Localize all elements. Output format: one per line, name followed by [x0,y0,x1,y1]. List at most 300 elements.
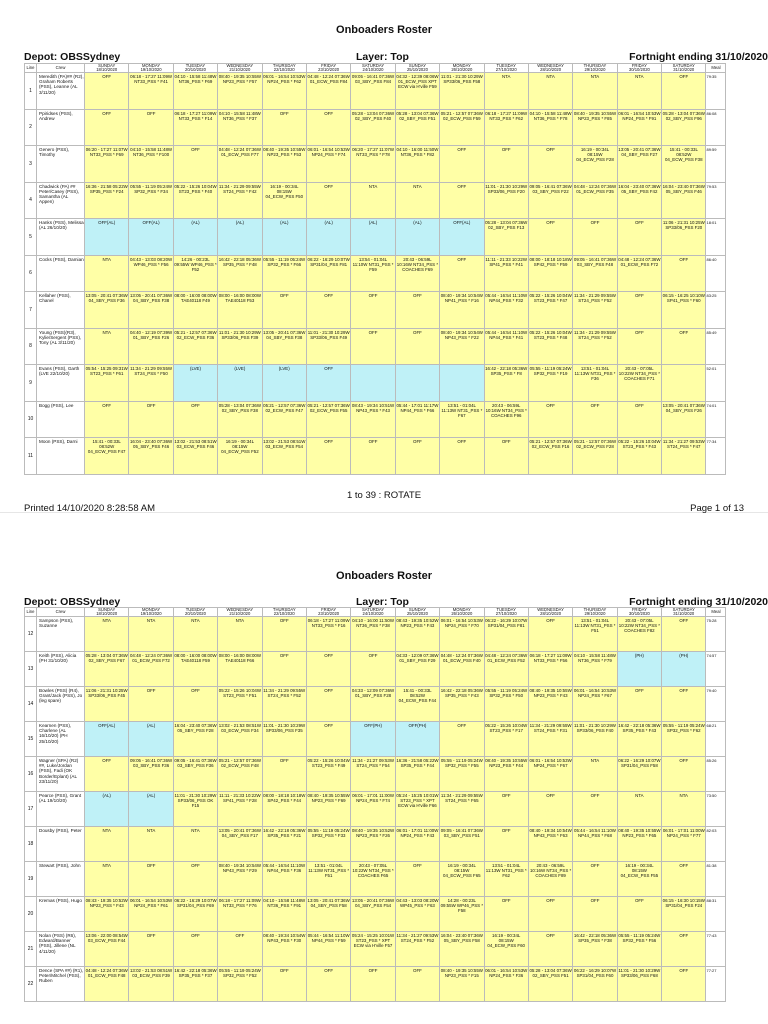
roster-row [25,967,726,1002]
shift-cell: 09:05 - 16:41 07:36W 03_SBY_PSS F84 [351,73,395,110]
meal-total: 88:31 [706,897,726,932]
shift-cell: 16:42 - 22:18 05:36W SP35_PSS * F8 [484,365,528,402]
day-name: SUNDAY [98,63,116,68]
day-name: WEDNESDAY [226,607,254,612]
shift-cell: OFF [662,255,706,292]
line-number: 14 [25,687,37,722]
shift-cell: 16:42 - 22:18 05:36W SP35_PSS * F43 [617,722,661,757]
shift-cell: OFF [351,652,395,687]
shift-cell: 11:34 - 21:27 09:53W ST24_PSS * F54 [351,757,395,792]
shift-cell: OFF [173,401,217,438]
day-header [440,64,484,73]
shift-cell: 11:01 - 21:30 10:29W SP33/06_PSS F40 [573,722,617,757]
meal-total: 77:43 [706,932,726,967]
shift-cell: 11:34 - 21:29 09:55W ST24_PSS * F52 [573,292,617,329]
shift-cell: OFF [129,687,173,722]
shift-cell [351,365,395,402]
day-date: 20/10/2020 [184,67,206,72]
day-date: 30/10/2020 [628,67,650,72]
shift-cell: (PH) [662,652,706,687]
shift-cell: 16:19 - 00:34L 08:15W 04_ECW_PSS F28 [573,146,617,183]
shift-cell: 11:34 - 21:29 09:55W ST24_PSS * F50 [129,365,173,402]
shift-cell: 06:22 - 16:29 10:07W SP31/04_PSS F58 [617,757,661,792]
day-header [395,608,439,617]
shift-cell: 06:01 - 16:54 10:53W NP24_PSS * F91 [617,109,661,146]
shift-cell: OFF [85,401,129,438]
shift-cell: 04:33 - 12:09 07:36W 01_SBY_PSS F28 [351,687,395,722]
shift-cell: OFF(AL) [85,722,129,757]
roster-row [25,617,726,652]
shift-cell: 05:21 - 12:57 07:36W 02_ECW_PSS F48 [218,757,262,792]
roster-table [24,607,726,1002]
shift-cell: 16:19 - 00:34L 08:15W 04_ECW_PSS F55 [617,862,661,897]
shift-cell: OFF [440,438,484,475]
shift-cell: 05:44 - 16:54 11:10W NP44_PSS * F36 [262,862,306,897]
shift-cell: 04:10 - 15:58 11:48W NT36_PSS * F37 [218,109,262,146]
shift-cell: 04:43 - 13:03 08:20W WP45_PSS * F63 [395,897,439,932]
shift-cell: 04:10 - 15:58 11:48W NT36_PSS * F79 [573,652,617,687]
meal-total: 82:03 [706,827,726,862]
shift-cell: 08:00 - 18:18 10:18W SP42_PSS * F59 [528,255,572,292]
shift-cell: 04:48 - 12:24 07:36W 01_ECW_PSS F72 [617,255,661,292]
crew-header: Crew [37,608,85,617]
day-name: THURSDAY [272,63,296,68]
shift-cell: 08:43 - 19:35 10:52W NP23_PSS * F43 [395,617,439,652]
shift-cell: OFF [573,792,617,827]
shift-cell: 05:55 - 11:19 05:24W SP32_PSS * F66 [262,255,306,292]
shift-cell: OFF [129,401,173,438]
shift-cell: 05:44 - 16:54 11:10W NP44_PSS * F32 [484,292,528,329]
page-title: Onboaders Roster [336,570,432,582]
day-name: MONDAY [452,63,471,68]
shift-cell: 06:20 - 17:27 11:07W NT33_PSS * F78 [351,146,395,183]
shift-cell: NTA [85,617,129,652]
shift-cell: OFF [662,617,706,652]
shift-cell: 16:42 - 22:18 05:36W SP35_PSS * F21 [262,827,306,862]
shift-cell: NTA [173,827,217,862]
day-name: SATURDAY [361,63,385,68]
shift-cell: OFF [306,722,350,757]
shift-cell: 05:44 - 16:54 11:10W NP44_PSS * F68 [573,827,617,862]
shift-cell: 06:22 - 16:29 10:07W SP31/04_PSS F81 [484,617,528,652]
shift-cell: 11:01 - 21:30 10:29W SP33/06_PSS F39 [218,328,262,365]
shift-cell: 08:43 - 19:34 10:51W NP43_PSS * F43 [351,401,395,438]
shift-cell: 05:22 - 15:26 10:04W ST23_PSS * F17 [484,722,528,757]
shift-cell: OFF [617,219,661,256]
line-number: 18 [25,827,37,862]
day-name: FRIDAY [631,63,647,68]
shift-cell: 05:44 - 16:54 11:10W NP44_PSS * F41 [484,328,528,365]
shift-cell: NTA [395,182,439,219]
shift-cell: 08:40 - 19:35 10:55W NP23_PSS * F85 [573,109,617,146]
shift-cell: 05:54 - 15:25 09:31W ST23_PSS * F61 [85,365,129,402]
shift-cell: 05:22 - 15:26 10:04W ST23_PSS * F40 [173,182,217,219]
day-header [129,64,173,73]
shift-cell: 13:05 - 20:41 07:36W 04_SBY_PSS F38 [262,328,306,365]
shift-cell: OFF [351,438,395,475]
shift-cell: 11:34 - 21:27 09:53W ST24_PSS * F47 [662,438,706,475]
day-date: 22/10/2020 [273,611,295,616]
shift-cell: OFF [484,438,528,475]
shift-cell: 06:18 - 17:27 11:09W NT33_PSS * F14 [173,109,217,146]
day-date: 31/10/2020 [673,611,695,616]
roster-row [25,182,726,219]
shift-cell: 11:01 - 21:30 10:29W SP33/06_PSS OK F15 [173,792,217,827]
shift-cell: OFF [218,932,262,967]
shift-cell: 11:34 - 21:27 09:53W ST24_PSS * F52 [395,932,439,967]
day-date: 31/10/2020 [673,67,695,72]
day-header [218,64,262,73]
crew-name: Nolan (PSS) (R6), Edward/Banner (PSS), Jillene (NL 4/11/20) [37,932,85,967]
shift-cell: OFF [440,146,484,183]
roster-row [25,219,726,256]
shift-cell: 09:05 - 16:41 07:36W 03_SBY_PSS F36 [173,757,217,792]
day-name: FRIDAY [631,607,647,612]
shift-cell: OFF [85,757,129,792]
shift-cell: OFF [306,292,350,329]
meal-total: 79:35 [706,73,726,110]
line-number: 13 [25,652,37,687]
day-header [395,64,439,73]
shift-cell: 06:20 - 17:27 11:07W NT33_PSS * F69 [85,146,129,183]
meal-total: 89:59 [706,146,726,183]
crew-name: Dousby (PSS), Peter [37,827,85,862]
shift-cell: 11:01 - 21:30 10:29W SP33/06_PSS F35 [262,722,306,757]
shift-cell: 06:01 - 16:54 10:53W NP24_PSS * F67 [573,687,617,722]
day-header [484,64,528,73]
shift-cell: (AL) [351,219,395,256]
shift-cell: OFF [662,932,706,967]
line-number: 17 [25,792,37,827]
shift-cell: 06:22 - 16:29 10:07W SP31/04_PSS F69 [173,897,217,932]
day-date: 19/10/2020 [140,611,162,616]
shift-cell: OFF [484,146,528,183]
shift-cell: 05:21 - 12:57 07:36W 02_ECW_PSS F59 [440,109,484,146]
shift-cell: 06:15 - 16:25 10:10W SP41_PSS * F60 [662,292,706,329]
shift-cell: OFF [395,967,439,1002]
line-number: 10 [25,401,37,438]
crew-name: Meredith (PA)## (R2), Graham Roberts (PSS), Leanne (AL 3/11/20) [37,73,85,110]
shift-cell: OFF(AL) [440,219,484,256]
day-date: 28/10/2020 [540,67,562,72]
fortnight-label: Fortnight ending 31/10/2020 [629,596,768,608]
shift-cell: OFF(PH) [351,722,395,757]
shift-cell: 08:40 - 19:35 10:55W NP23_PSS * F53 [262,146,306,183]
shift-cell: 11:06 - 21:31 10:25W SP33/06_PSS F20 [662,219,706,256]
shift-cell: OFF [306,967,350,1002]
shift-cell: OFF [528,401,572,438]
day-date: 24/10/2020 [362,611,384,616]
meal-total: 68:21 [706,722,726,757]
shift-cell: OFF [262,109,306,146]
roster-row [25,401,726,438]
shift-cell: 05:55 - 11:19 05:24W SP32_PSS * F34 [129,182,173,219]
day-header [173,608,217,617]
line-number: 7 [25,292,37,329]
shift-cell: OFF [662,757,706,792]
shift-cell: OFF [306,438,350,475]
shift-cell: (AL) [262,219,306,256]
shift-cell: 05:21 - 12:57 07:36W 02_ECW_PSS F36 [173,328,217,365]
shift-cell: NTA [573,757,617,792]
shift-cell: 11:34 - 21:29 09:55W ST24_PSS * F65 [440,792,484,827]
shift-cell: 16:04 - 23:40 07:36W 05_SBY_PSS F58 [440,932,484,967]
layer-label: Layer: Top [356,51,409,63]
shift-cell: OFF(PH) [395,722,439,757]
shift-cell: 05:55 - 11:19 05:24W SP32_PSS * F33 [306,827,350,862]
shift-cell: 05:28 - 13:04 07:36W 02_SBY_PSS F67 [85,652,129,687]
shift-cell: OFF(AL) [129,219,173,256]
crew-name: Ppiridses (PSS), Andrew [37,109,85,146]
shift-cell: 08:40 - 19:35 10:55W NP23_PSS * F69 [306,792,350,827]
shift-cell: 11:01 - 21:30 10:29W SP33/06_PSS F49 [306,328,350,365]
shift-cell [662,365,706,402]
shift-cell: 05:22 - 15:26 10:04W ST23_PSS * F47 [528,292,572,329]
shift-cell: 14:28 - 00:23L 09:55W WP46_PSS * F58 [440,897,484,932]
day-name: WEDNESDAY [226,63,254,68]
shift-cell: 05:55 - 11:19 05:24W SP32_PSS * F52 [218,967,262,1002]
shift-cell: OFF [129,932,173,967]
shift-cell: 13:05 - 20:41 07:36W 04_SBY_PSS F17 [218,827,262,862]
crew-name: Moon (PSS), Darni [37,438,85,475]
meal-total: 85:26 [706,757,726,792]
shift-cell: OFF [617,687,661,722]
roster-row [25,255,726,292]
shift-cell: 11:11 - 21:33 10:22W SP41_PSS * F28 [218,792,262,827]
shift-cell: OFF [617,897,661,932]
shift-cell: 06:18 - 17:27 11:09W NT33_PSS * F41 [129,73,173,110]
shift-cell: OFF [85,109,129,146]
meal-total: 79:53 [706,182,726,219]
shift-cell: NTA [617,73,661,110]
shift-cell: 05:55 - 11:19 05:24W SP32_PSS * F56 [617,932,661,967]
shift-cell: 06:22 - 16:29 10:07W SP31/04_PSS F81 [306,255,350,292]
day-header [573,64,617,73]
roster-row [25,932,726,967]
crew-name: Cocks (PSS), Damian [37,255,85,292]
shift-cell: 09:05 - 16:41 07:36W 03_SBY_PSS F51 [440,827,484,862]
shift-cell: OFF [484,897,528,932]
shift-cell: 08:40 - 19:35 10:55W NP23_PSS * F15 [440,967,484,1002]
shift-cell: 16:36 - 21:58 05:22W SP35_PSS * F24 [85,182,129,219]
shift-cell: 04:48 - 12:24 07:36W 01_ECW_PSS F77 [218,146,262,183]
shift-cell: 05:44 - 16:54 11:10W NP44_PSS * F59 [306,932,350,967]
shift-cell: OFF [528,897,572,932]
day-header [306,64,350,73]
shift-cell: (LVE) [262,365,306,402]
day-name: MONDAY [452,607,471,612]
roster-row [25,73,726,110]
day-date: 29/10/2020 [584,67,606,72]
day-name: FRIDAY [321,607,337,612]
meal-total: 52:01 [706,365,726,402]
shift-cell: 05:22 - 15:26 10:04W ST23_PSS * F49 [306,757,350,792]
roster-row [25,652,726,687]
day-date: 30/10/2020 [628,611,650,616]
shift-cell: 06:18 - 17:27 11:09W NT33_PSS * F56 [528,652,572,687]
shift-cell: 05:21 - 12:57 07:36W 02_ECW_PSS F47 [262,401,306,438]
day-date: 25/10/2020 [406,611,428,616]
shift-cell: OFF [306,109,350,146]
rotate-note: 1 to 39 : ROTATE [346,490,422,501]
shift-cell: OFF [662,73,706,110]
shift-cell: 08:00 - 16:00 08:00W TAE40118 F59 [173,652,217,687]
shift-cell: 15:41 - 00:33L 08:52W 04_ECW_PSS F47 [85,438,129,475]
shift-cell: 08:00 - 16:00 08:00W TAE40118 F49 [173,292,217,329]
day-header [528,608,572,617]
roster-row [25,146,726,183]
shift-cell: 16:19 - 00:34L 08:15W 04_ECW_PSS F60 [484,932,528,967]
meal-total: 73:50 [706,792,726,827]
shift-cell: OFF [528,932,572,967]
meal-total: 74:57 [706,652,726,687]
shift-cell: OFF [440,255,484,292]
shift-cell: 11:34 - 21:29 09:55W ST24_PSS * F52 [573,328,617,365]
crew-name: Keith (PSS), Alicia (PH 31/10/20) [37,652,85,687]
shift-cell: NTA [129,617,173,652]
header-row [25,64,726,73]
shift-cell: 16:36 - 21:58 05:22W SP35_PSS * F44 [395,757,439,792]
shift-cell: NTA [173,617,217,652]
shift-cell: 13:05 - 20:41 07:36W 04_SBY_PSS F36 [85,292,129,329]
header-row [25,608,726,617]
shift-cell: 16:04 - 23:40 07:36W 05_SBY_PSS F42 [617,182,661,219]
shift-cell: 11:01 - 21:30 10:29W SP33/06_PSS F58 [440,73,484,110]
shift-cell: NTA [85,255,129,292]
line-header: Line [25,608,37,617]
day-header [129,608,173,617]
roster-page-2 [0,560,768,1024]
meal-total: 75:28 [706,617,726,652]
shift-cell: 04:32 - 12:39 08:06W 01_ECW_PSS XPT ECW via H'ville F59 [395,73,439,110]
shift-cell: 13:51 - 01:04L 11:13W NT31_PSS * F67 [440,401,484,438]
line-number: 11 [25,438,37,475]
shift-cell: OFF [129,862,173,897]
day-name: TUESDAY [185,607,206,612]
shift-cell: NTA [662,792,706,827]
shift-cell: 04:48 - 12:24 07:36W 01_ECW_PSS F52 [484,652,528,687]
shift-cell: 05:55 - 11:19 05:24W SP32_PSS * F55 [440,757,484,792]
roster-row [25,292,726,329]
shift-cell: OFF [129,109,173,146]
crew-name: Stewart (PSS), John [37,862,85,897]
meal-total: 77:34 [706,438,726,475]
shift-cell: OFF [262,967,306,1002]
shift-cell: NTA [85,862,129,897]
day-date: 27/10/2020 [495,67,517,72]
roster-row [25,438,726,475]
line-number: 19 [25,862,37,897]
shift-cell: OFF [262,292,306,329]
meal-total: 79:40 [706,687,726,722]
meal-header: Meal [706,64,726,73]
roster-row [25,792,726,827]
day-header [306,608,350,617]
shift-cell: 05:21 - 12:57 07:36W 02_ECW_PSS F28 [573,438,617,475]
shift-cell: 11:11 - 21:33 10:22W SP41_PSS * F41 [484,255,528,292]
day-header [662,64,706,73]
day-header [662,608,706,617]
shift-cell: 04:48 - 12:24 07:36W 01_ECW_PSS F48 [85,967,129,1002]
page-title: Onboaders Roster [336,24,432,36]
depot-label: Depot: OBSSydney [24,596,121,608]
shift-cell: OFF [573,219,617,256]
shift-cell: 14:26 - 00:23L 09:55W WP46_PSS * F52 [173,255,217,292]
day-header [573,608,617,617]
shift-cell: (PH) [617,652,661,687]
line-number: 1 [25,73,37,110]
shift-cell: 05:22 - 15:26 10:04W ST23_PSS * F48 [528,328,572,365]
shift-cell: 05:22 - 15:26 10:04W ST23_PSS * F51 [218,687,262,722]
roster-row [25,328,726,365]
shift-cell: OFF [617,292,661,329]
shift-cell: OFF [440,182,484,219]
shift-cell: 13:05 - 20:41 07:36W 04_SBY_PSS F27 [617,146,661,183]
shift-cell: OFF [395,328,439,365]
shift-cell: 09:05 - 16:41 07:36W 03_SBY_PSS F48 [573,255,617,292]
shift-cell: OFF(AL) [85,219,129,256]
shift-cell: (LVE) [218,365,262,402]
shift-cell: 13:51 - 01:04L 11:13W NT31_PSS * F51 [573,617,617,652]
roster-row [25,827,726,862]
shift-cell: 13:05 - 20:41 07:36W 04_SBY_PSS F58 [306,897,350,932]
day-header [617,64,661,73]
shift-cell: NTA [484,73,528,110]
day-date: 18/10/2020 [96,67,118,72]
shift-cell: (AL) [129,792,173,827]
crew-name: Dence (SPA ##) (R1), Peter/Mitchel (PSS), Ruben [37,967,85,1002]
shift-cell: 08:40 - 19:34 10:54W NP43_PSS * F30 [262,932,306,967]
day-name: WEDNESDAY [537,607,564,612]
line-number: 20 [25,897,37,932]
shift-cell: 11:34 - 21:29 09:55W ST24_PSS * F52 [262,687,306,722]
line-number: 4 [25,182,37,219]
shift-cell: OFF [617,401,661,438]
shift-cell: OFF [395,292,439,329]
meal-total: 77:27 [706,967,726,1002]
shift-cell: 04:10 - 16:00 11:50W NT36_PSS * F82 [395,146,439,183]
shift-cell: OFF [573,897,617,932]
day-name: MONDAY [142,607,161,612]
day-header [351,608,395,617]
shift-cell: 16:04 - 23:40 07:36W 05_SBY_PSS F28 [173,722,217,757]
shift-cell: 05:28 - 13:04 07:36W 02_SBY_PSS F51 [395,109,439,146]
shift-cell: OFF [662,862,706,897]
roster-row [25,687,726,722]
day-header [484,608,528,617]
shift-cell: 06:22 - 16:29 10:07W SP31/04_PSS F60 [573,967,617,1002]
day-date: 24/10/2020 [362,67,384,72]
shift-cell: NTA [85,827,129,862]
line-number: 16 [25,757,37,792]
day-date: 18/10/2020 [96,611,118,616]
shift-cell: 08:00 - 16:00 08:00W TAE40118 F53 [218,292,262,329]
shift-cell: 15:41 - 00:33L 08:52W 04_ECW_PSS F44 [395,687,439,722]
day-date: 21/10/2020 [229,611,251,616]
day-name: THURSDAY [583,63,607,68]
day-header [262,64,306,73]
fortnight-label: Fortnight ending 31/10/2020 [629,51,768,63]
day-header [528,64,572,73]
day-name: THURSDAY [583,607,607,612]
shift-cell: OFF [85,73,129,110]
shift-cell: OFF [306,652,350,687]
shift-cell: 08:40 - 19:35 10:55W NP23_PSS * F65 [617,827,661,862]
shift-cell: 04:10 - 15:58 11:48W NT36_PSS * F78 [528,109,572,146]
shift-cell: 13:51 - 01:04L 11:13W NT31_PSS * F36 [573,365,617,402]
shift-cell: 16:19 - 00:34L 08:15W 04_ECW_PSS F65 [440,862,484,897]
meal-total: 86:40 [706,255,726,292]
